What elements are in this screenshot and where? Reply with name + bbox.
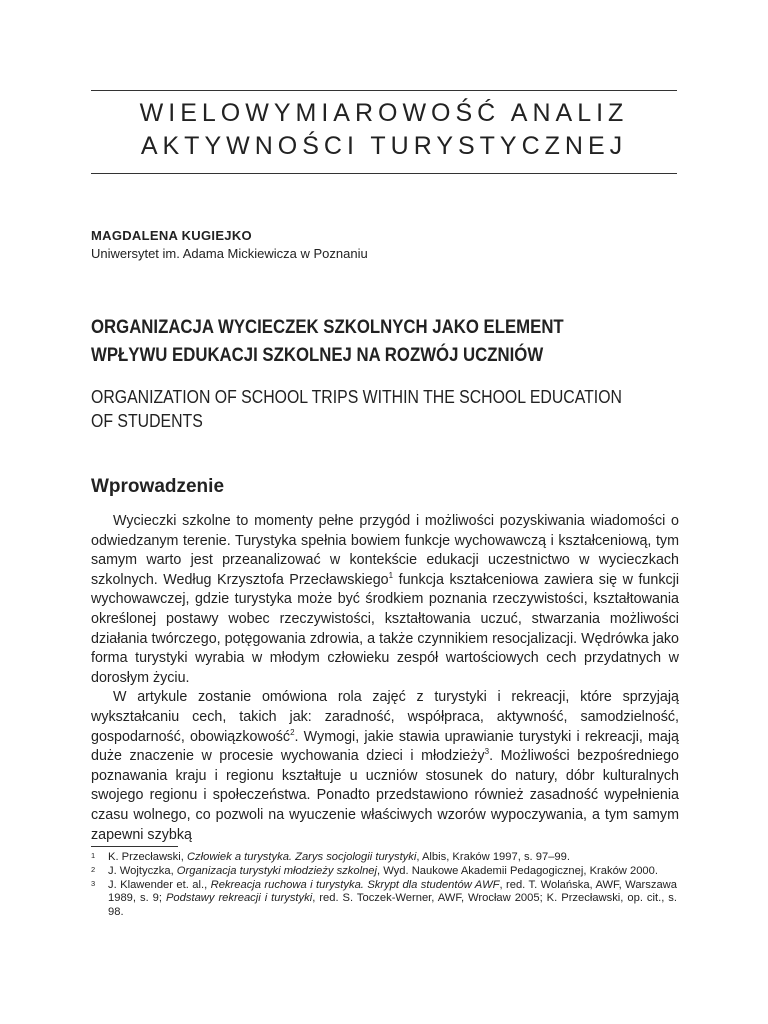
footnote-number: 2	[91, 864, 96, 874]
footnote-italic: Człowiek a turystyka. Zarys socjologii turystyki	[186, 851, 417, 863]
title-en-line-1: ORGANIZATION OF SCHOOL TRIPS WITHIN THE SCHOOL EDUCATION	[91, 387, 622, 407]
p2-text-b: . Wymogi, jakie stawia uprawianie turystyki i rekreacji, mają duże znaczenie w procesie wychowania dzieci i młodzieży	[91, 728, 680, 765]
footnote-text: , Albis, Kraków 1997, s. 97–99.	[416, 851, 570, 863]
footnote-text: K. Przecławski,	[108, 851, 187, 863]
p1-text-a: Wycieczki szkolne to momenty pełne przygód i możliwości pozyskiwania wiadomości o odwiedzanym terenie. Turystyka spełnia bowiem funkcje wychowawczą i kształceniową, tym samym warto jest przeanalizować w kontekście edukacji uczestnictwo w wycieczkach szkolnych. Według Krzysztofa Przecławskiego	[91, 513, 679, 588]
p1-text-b: funkcja kształceniowa zawiera się w funkcji wychowawczej, gdzie turystyka może być środkiem poznania rzeczywistości, kształtowania określonej postawy wobec rzeczywistości, kształtowania uczuć, stwarzania możliwości działania twórczego, potęgowania zdrowia, a także czynnikiem resocjalizacji. Wędrówka jako forma turystyki wyrabia w młodym człowieku zespół wartościowych cech przydatnych w dorosłym życiu.	[91, 571, 679, 686]
series-bottom-rule	[91, 173, 677, 174]
paragraph-2	[91, 688, 679, 845]
footnote-2	[91, 865, 677, 879]
footnotes	[91, 851, 677, 920]
title-pl-line-1: ORGANIZACJA WYCIECZEK SZKOLNYCH JAKO ELEMENT	[91, 316, 564, 338]
series-title	[91, 97, 677, 163]
top-rule	[91, 90, 677, 91]
article-title-english	[91, 385, 663, 433]
footnote-italic: Podstawy rekreacji i turystyki	[165, 892, 313, 905]
footnote-3	[91, 879, 677, 920]
series-title-line-2: AKTYWNOŚCI TURYSTYCZNEJ	[140, 132, 628, 160]
footnote-text: , Wyd. Naukowe Akademii Pedagogicznej, Kraków 2000.	[377, 864, 658, 877]
footnote-1	[91, 851, 677, 865]
footnote-separator	[91, 846, 178, 847]
title-pl-line-2: WPŁYWU EDUKACJI SZKOLNEJ NA ROZWÓJ UCZNIÓW	[91, 344, 544, 366]
footnote-italic: Organizacja turystyki młodzieży szkolnej	[176, 864, 377, 877]
p2-text-a: W artykule zostanie omówiona rola zajęć z turystyki i rekreacji, które sprzyjają wykształcaniu cech, takich jak: zaradność, współpraca, aktywność, samodzielność, gospodarność, obowiązkowość	[91, 689, 679, 745]
footnote-ref-3: 3	[484, 747, 490, 757]
section-heading: Wprowadzenie	[91, 476, 225, 497]
p2-text-c: . Możliwości bezpośredniego poznawania kraju i regionu kształtuje u uczniów stosunek do natury, dóbr kulturalnych swojego regionu i społeczeństwa. Ponadto przedstawiono również zasadność wypełnienia czasu wolnego, co pozwoli na wyuczenie właściwych wzorów wypoczywania, a tym samym zapewni szybką	[91, 748, 680, 843]
series-title-line-1: WIELOWYMIAROWOŚĆ ANALIZ	[139, 99, 629, 127]
footnote-italic: Rekreacja ruchowa i turystyka. Skrypt dla studentów AWF	[210, 878, 500, 891]
footnote-ref-2: 2	[290, 727, 295, 737]
author-affiliation: Uniwersytet im. Adama Mickiewicza w Poznaniu	[91, 246, 368, 261]
footnote-text: J. Wojtyczka,	[108, 864, 177, 877]
title-en-line-2: OF STUDENTS	[91, 411, 203, 431]
footnote-number: 3	[91, 878, 96, 888]
author-name: MAGDALENA KUGIEJKO	[91, 228, 252, 243]
footnote-text: J. Klawender et. al.,	[108, 878, 211, 891]
footnote-ref-1: 1	[388, 571, 394, 581]
article-title-polish	[91, 313, 595, 369]
footnote-number: 1	[91, 851, 96, 860]
footnote-text: , red. S. Toczek-Werner, AWF, Wrocław 2005; K. Przecławski, op. cit., s. 98.	[108, 892, 677, 919]
paragraph-1	[91, 512, 679, 688]
footnote-text: , red. T. Wolańska, AWF, Warszawa 1989, s. 9;	[108, 878, 677, 905]
body-text	[91, 512, 679, 845]
